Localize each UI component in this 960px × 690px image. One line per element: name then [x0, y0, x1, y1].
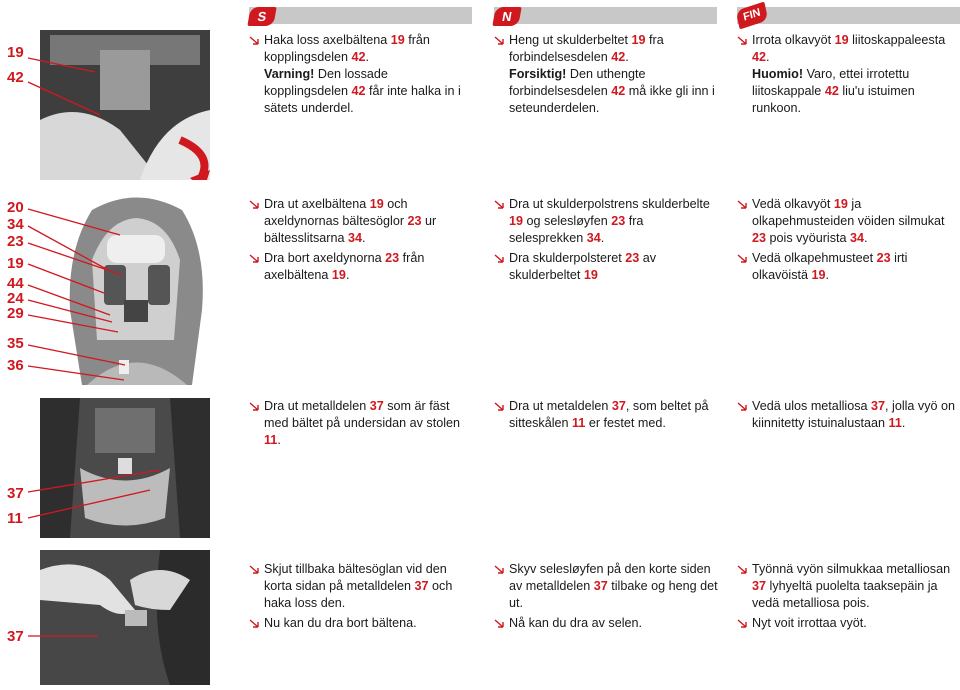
callout-44: 44 — [7, 275, 24, 292]
callout-29: 29 — [7, 305, 24, 322]
part-number: 11 — [888, 416, 902, 430]
instruction-step — [737, 250, 960, 284]
callout-37b: 37 — [7, 628, 24, 645]
part-number: 23 — [625, 251, 640, 265]
text-r2-no — [494, 398, 719, 435]
part-number: 19 — [811, 268, 826, 282]
instruction-text: Dra ut skulderpolstrens skulderbelte — [509, 197, 710, 211]
instruction-step — [494, 32, 719, 117]
callout-19: 19 — [7, 44, 24, 61]
callout-11: 11 — [7, 510, 23, 527]
callout-36: 36 — [7, 357, 24, 374]
text-r1-no — [494, 196, 719, 287]
instruction-text: lyhyeltä puolelta taaksepäin ja vedä metalliosa pois. — [752, 579, 938, 610]
part-number: 34 — [850, 231, 865, 245]
part-number: 37 — [611, 399, 626, 413]
step-arrow-icon — [494, 196, 507, 213]
part-number: 37 — [871, 399, 886, 413]
instruction-text: Irrota olkavyöt — [752, 33, 835, 47]
step-arrow-icon — [737, 398, 750, 415]
instruction-text: Vedä ulos metalliosa — [752, 399, 872, 413]
callout-35: 35 — [7, 335, 24, 352]
instruction-step — [737, 561, 960, 612]
instruction-text: irti olkavöistä — [752, 251, 908, 282]
instruction-text: från axelbältena — [264, 251, 425, 282]
part-number: 34 — [348, 231, 363, 245]
instruction-step — [249, 615, 474, 632]
instruction-text: liitoskappaleesta — [848, 33, 946, 47]
part-number: 42 — [611, 50, 626, 64]
part-number: 37 — [414, 579, 429, 593]
part-number: 37 — [593, 579, 608, 593]
part-number: 19 — [631, 33, 646, 47]
part-number: 37 — [369, 399, 384, 413]
language-badge-sv: S — [247, 7, 276, 26]
instruction-text: Dra ut axelbältena — [264, 197, 370, 211]
instruction-text: . — [625, 50, 629, 64]
instruction-text: Den uthengte forbindelsesdelen — [509, 67, 646, 98]
instruction-step — [249, 32, 474, 117]
instruction-text: , som beltet på sitteskålen — [509, 399, 709, 430]
instruction-text: Dra bort axeldynorna — [264, 251, 386, 265]
instruction-text: Nu kan du dra bort bältena. — [264, 616, 417, 630]
instruction-text: pois vyöurista — [766, 231, 851, 245]
instruction-step — [249, 561, 474, 612]
callout-23: 23 — [7, 233, 24, 250]
step-arrow-icon — [494, 250, 507, 267]
text-r3-fi — [737, 561, 960, 635]
step-arrow-icon — [494, 615, 507, 632]
part-number: 19 — [509, 214, 524, 228]
text-r2-fi — [737, 398, 960, 435]
part-number: 23 — [385, 251, 400, 265]
instruction-text: , jolla vyö on kiinnitetty istuinalustaan — [752, 399, 956, 430]
instruction-text: Vedä olkapehmusteet — [752, 251, 877, 265]
step-arrow-icon — [737, 32, 750, 49]
instruction-text: og selesløyfen — [523, 214, 612, 228]
text-r2-sv — [249, 398, 474, 452]
step-arrow-icon — [249, 615, 262, 632]
part-number: 19 — [331, 268, 346, 282]
part-number: 11 — [572, 416, 586, 430]
part-number: 42 — [351, 84, 366, 98]
instruction-text: Heng ut skulderbeltet — [509, 33, 632, 47]
instruction-text: fra forbindelsesdelen — [509, 33, 664, 64]
instruction-text: liu'u istuimen runkoon. — [752, 84, 915, 115]
instruction-text: och axeldynornas bältesöglor — [264, 197, 408, 228]
instruction-text: . — [864, 231, 868, 245]
instruction-text: tilbake og heng det ut. — [509, 579, 718, 610]
part-number: 34 — [586, 231, 601, 245]
part-number: 19 — [390, 33, 405, 47]
part-number: 37 — [752, 579, 767, 593]
part-number: 19 — [369, 197, 384, 211]
step-arrow-icon — [249, 398, 262, 415]
callout-19b: 19 — [7, 255, 24, 272]
text-r0-fi — [737, 32, 960, 120]
instruction-text: . — [362, 231, 366, 245]
instruction-step — [249, 196, 474, 247]
text-r3-sv — [249, 561, 474, 635]
instruction-text: Vedä olkavyöt — [752, 197, 834, 211]
part-number: 19 — [834, 33, 849, 47]
instruction-text: ja olkapehmusteiden vöiden silmukat — [752, 197, 945, 228]
step-arrow-icon — [737, 615, 750, 632]
text-r0-no — [494, 32, 719, 120]
step-arrow-icon — [737, 196, 750, 213]
instruction-text: . — [345, 268, 350, 282]
instruction-text: . — [365, 50, 370, 64]
instruction-text: från kopplingsdelen — [264, 33, 430, 64]
instruction-text: fra selesprekken — [509, 214, 644, 245]
instruction-text: Skjut tillbaka bältesöglan vid den korta sidan på metalldelen — [264, 562, 447, 593]
part-number: 19 — [583, 268, 598, 282]
step-arrow-icon — [249, 250, 262, 267]
text-r0-sv — [249, 32, 474, 120]
callout-34: 34 — [7, 216, 24, 233]
callout-20: 20 — [7, 199, 24, 216]
instruction-step — [249, 250, 474, 284]
instruction-step — [737, 196, 960, 247]
instruction-text: får inte halka in i sätets underdel. — [264, 84, 461, 115]
text-r1-sv — [249, 196, 474, 287]
instruction-text: Nyt voit irrottaa vyöt. — [752, 616, 867, 630]
callout-24: 24 — [7, 290, 24, 307]
instruction-text: . — [825, 268, 830, 282]
instruction-text: Dra ut metaldelen — [509, 399, 612, 413]
instruction-text: må ikke gli inn i seteunderdelen. — [509, 84, 715, 115]
part-number: 23 — [876, 251, 891, 265]
instruction-step — [494, 196, 719, 247]
instruction-text: av skulderbeltet — [509, 251, 657, 282]
step-arrow-icon — [737, 250, 750, 267]
instruction-text: Den lossade kopplingsdelen — [264, 67, 388, 98]
instruction-text: Haka loss axelbältena — [264, 33, 391, 47]
instruction-text: . — [901, 416, 906, 430]
part-number: 23 — [407, 214, 422, 228]
warning-label: Huomio! — [752, 67, 804, 81]
part-number: 19 — [833, 197, 848, 211]
part-number: 42 — [351, 50, 366, 64]
part-number: 42 — [752, 50, 767, 64]
language-badge-fi: FIN — [736, 2, 769, 30]
instruction-text: Skyv selesløyfen på den korte siden av metalldelen — [509, 562, 711, 593]
instruction-step — [737, 398, 960, 432]
step-arrow-icon — [494, 398, 507, 415]
instruction-step — [737, 615, 960, 632]
instruction-text: Nå kan du dra av selen. — [509, 616, 643, 630]
part-number: 42 — [824, 84, 839, 98]
instruction-text: . — [766, 50, 770, 64]
language-badge-no: N — [492, 7, 521, 26]
instruction-text: . — [600, 231, 605, 245]
step-arrow-icon — [494, 32, 507, 49]
instruction-text: Työnnä vyön silmukkaa metalliosan — [752, 562, 951, 576]
text-r3-no — [494, 561, 719, 635]
instruction-step — [494, 250, 719, 284]
instruction-step — [494, 398, 719, 432]
instruction-text: Varo, ettei irrotettu liitoskappale — [752, 67, 910, 98]
step-arrow-icon — [494, 561, 507, 578]
text-r1-fi — [737, 196, 960, 287]
instruction-text: som är fäst med bältet på undersidan av stolen — [264, 399, 461, 430]
instruction-text: er festet med. — [585, 416, 666, 430]
instruction-step — [249, 398, 474, 449]
part-number: 23 — [752, 231, 767, 245]
callout-37: 37 — [7, 485, 24, 502]
step-arrow-icon — [249, 32, 262, 49]
warning-label: Forsiktig! — [509, 67, 567, 81]
instruction-text: ur bältesslitsarna — [264, 214, 437, 245]
instruction-step — [737, 32, 960, 117]
part-number: 23 — [611, 214, 626, 228]
step-arrow-icon — [249, 196, 262, 213]
part-number: 42 — [611, 84, 626, 98]
instruction-text: och haka loss den. — [264, 579, 453, 610]
instruction-text: Dra ut metalldelen — [264, 399, 370, 413]
callout-42: 42 — [7, 69, 24, 86]
step-arrow-icon — [249, 561, 262, 578]
instruction-text: . — [277, 433, 281, 447]
step-arrow-icon — [737, 561, 750, 578]
instruction-step — [494, 561, 719, 612]
part-number: 11 — [264, 433, 278, 447]
instruction-text: Dra skulderpolsteret — [509, 251, 626, 265]
instruction-step — [494, 615, 719, 632]
warning-label: Varning! — [264, 67, 315, 81]
